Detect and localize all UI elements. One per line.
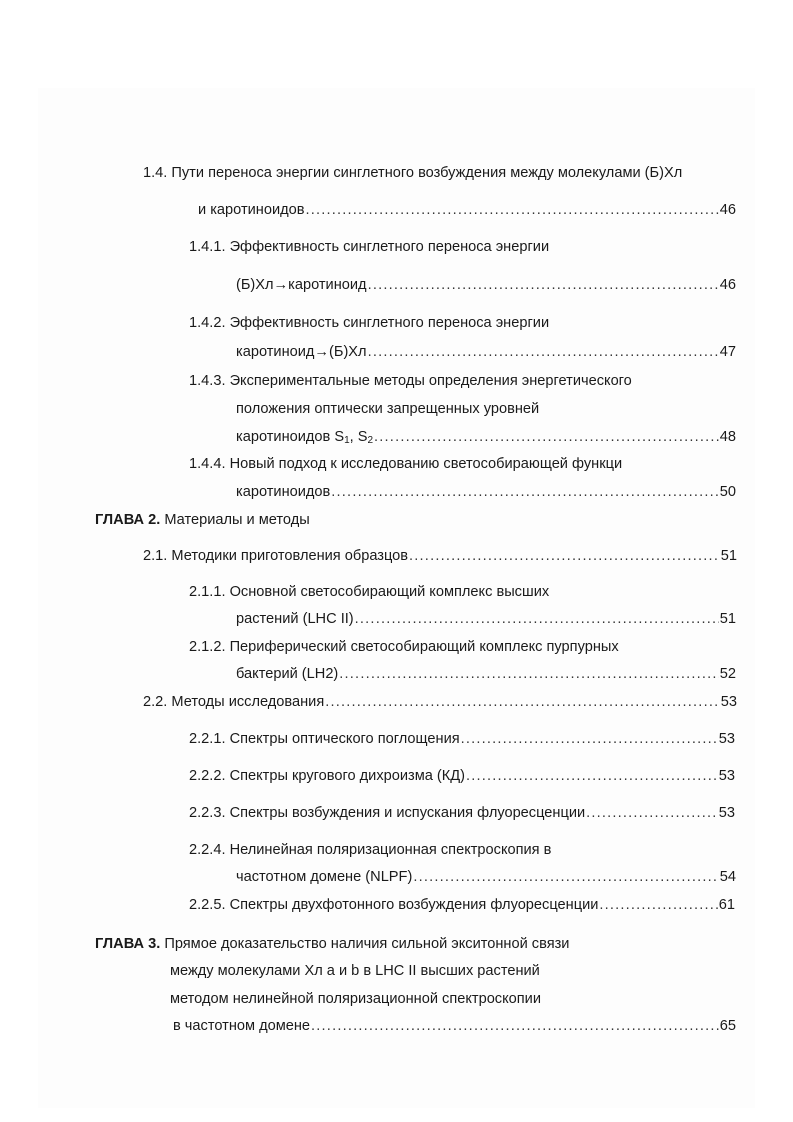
page-number: 53	[718, 731, 735, 747]
leader-dots	[331, 483, 718, 501]
toc-entry-1-4-1-line-2[interactable]: (Б)Хл→каротиноид ..... 46	[236, 276, 736, 294]
chapter-label: ГЛАВА 3.	[95, 936, 161, 952]
toc-entry-1-4-3-line-2: положения оптически запрещенных уровней	[236, 401, 540, 417]
toc-entry-2-2-4-line-2[interactable]: частотном домене (NLPF) ..... 54	[236, 868, 736, 886]
leader-dots	[409, 547, 720, 565]
toc-entry-2-2[interactable]: 2.2. Методы исследования ..... 53	[143, 693, 737, 711]
page-number: 53	[718, 768, 735, 784]
toc-entry-1-4-3-line-3[interactable]: каротиноидов $S_1$, $S_2$ ..... 48	[236, 428, 736, 446]
toc-entry-1-4-2-line-1: 1.4.2. Эффективность синглетного переноса энергии	[189, 315, 550, 331]
toc-entry-2-2-2[interactable]: 2.2.2. Спектры кругового дихроизма (КД) ..... 53	[189, 767, 735, 785]
toc-chapter-2[interactable]: ГЛАВА 2. Материалы и методы	[95, 512, 310, 528]
leader-dots	[374, 428, 719, 446]
toc-entry-2-2-5[interactable]: 2.2.5. Спектры двухфотонного возбуждения флуоресценции ..... 61	[189, 896, 735, 914]
page-number: 50	[719, 484, 736, 500]
page-number: 46	[719, 277, 736, 293]
toc-entry-1-4-2-line-2[interactable]: каротиноид→(Б)Хл ..... 47	[236, 343, 736, 361]
toc-entry-2-2-1[interactable]: 2.2.1. Спектры оптического поглощения ..... 53	[189, 730, 735, 748]
leader-dots	[368, 276, 719, 294]
leader-dots	[339, 665, 718, 683]
toc-entry-2-2-3[interactable]: 2.2.3. Спектры возбуждения и испускания флуоресценции ..... 53	[189, 804, 735, 822]
chapter-label: ГЛАВА 2.	[95, 512, 161, 528]
toc-entry-1-4-4-line-1: 1.4.4. Новый подход к исследованию светособирающей функци	[189, 456, 623, 472]
leader-dots	[466, 767, 718, 785]
page-number: 48	[719, 429, 736, 445]
leader-dots	[306, 201, 719, 219]
leader-dots	[325, 693, 720, 711]
page-number: 51	[719, 611, 736, 627]
toc-chapter-3-line-3: методом нелинейной поляризационной спектроскопии	[170, 991, 541, 1007]
page-number: 52	[719, 666, 736, 682]
toc-entry-1-4-1-line-1: 1.4.1. Эффективность синглетного переноса энергии	[189, 239, 550, 255]
toc-entry-1-4-3-line-1: 1.4.3. Экспериментальные методы определения энергетического	[189, 373, 632, 389]
page-number: 61	[718, 897, 735, 913]
leader-dots	[311, 1017, 719, 1035]
toc-entry-2-2-4-line-1: 2.2.4. Нелинейная поляризационная спектроскопия в	[189, 842, 552, 858]
leader-dots	[586, 804, 718, 822]
toc-entry-2-1-2-line-1: 2.1.2. Периферический светособирающий комплекс пурпурных	[189, 639, 619, 655]
toc-entry-2-1-2-line-2[interactable]: бактерий (LH2) ..... 52	[236, 665, 736, 683]
toc-entry-2-1[interactable]: 2.1. Методики приготовления образцов ..... 51	[143, 547, 737, 565]
leader-dots	[355, 610, 719, 628]
page-number: 65	[719, 1018, 736, 1034]
toc-entry-2-1-1-line-1: 2.1.1. Основной светособирающий комплекс высших	[189, 584, 550, 600]
toc-entry-1-4-line-1: 1.4. Пути переноса энергии синглетного возбуждения между молекулами (Б)Хл	[143, 165, 683, 181]
toc-chapter-3-line-4[interactable]: в частотном домене ..... 65	[173, 1017, 736, 1035]
page-number: 46	[719, 202, 736, 218]
leader-dots	[599, 896, 717, 914]
page-number: 53	[718, 805, 735, 821]
toc-entry-2-1-1-line-2[interactable]: растений (LHC II) ..... 51	[236, 610, 736, 628]
toc-entry-1-4-4-line-2[interactable]: каротиноидов ..... 50	[236, 483, 736, 501]
page-number: 51	[720, 548, 737, 564]
leader-dots	[368, 343, 719, 361]
leader-dots	[413, 868, 718, 886]
toc-chapter-3-line-2: между молекулами Хл a и b в LHC II высших растений	[170, 963, 540, 979]
leader-dots	[461, 730, 718, 748]
toc-chapter-3-line-1: ГЛАВА 3. Прямое доказательство наличия сильной экситонной связи	[95, 936, 570, 952]
page-number: 47	[719, 344, 736, 360]
page-number: 53	[720, 694, 737, 710]
toc-entry-1-4-line-2[interactable]: и каротиноидов ..... 46	[198, 201, 736, 219]
page-number: 54	[719, 869, 736, 885]
